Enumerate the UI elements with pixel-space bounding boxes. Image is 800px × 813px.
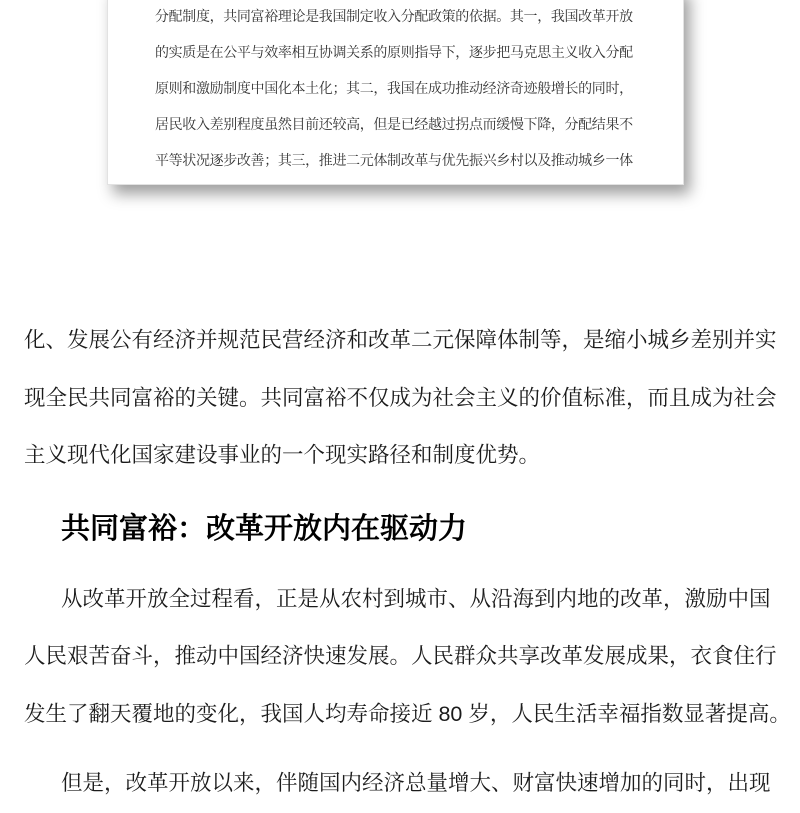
paragraph-intro (24, 312, 776, 485)
paragraph-line: 化、发展公有经济并规范民营经济和改革二元保障体制等，是缩小城乡差别并实 (24, 328, 777, 352)
quote-line: 原则和激励制度中国化本土化；其二，我国在成功推动经济奇迹般增长的同时， (155, 80, 633, 96)
paragraph-line: 从改革开放全过程看，正是从农村到城市、从沿海到内地的改革，激励中国 (61, 586, 771, 611)
paragraph-reform-history (24, 571, 791, 744)
paragraph-line: 现全民共同富裕的关键。共同富裕不仅成为社会主义的价值标准，而且成为社会 (24, 385, 777, 410)
quote-line: 的实质是在公平与效率相互协调关系的原则指导下，逐步把马克思主义收入分配 (155, 44, 633, 60)
quote-line: 平等状况逐步改善；其三，推进二元体制改革与优先振兴乡村以及推动城乡一体 (155, 152, 633, 168)
paragraph-line: 但是，改革开放以来，伴随国内经济总量增大、财富快速增加的同时，出现 (61, 771, 771, 795)
paragraph-line: 人民艰苦奋斗，推动中国经济快速发展。人民群众共享改革发展成果，衣食住行 (24, 644, 777, 668)
paragraph-however (24, 755, 776, 813)
quote-excerpt-card (107, 0, 684, 185)
paragraph-line: 主义现代化国家建设事业的一个现实路径和制度优势。 (24, 443, 541, 467)
quote-line: 居民收入差别程度虽然目前还较高，但是已经越过拐点而缓慢下降，分配结果不 (155, 116, 633, 132)
section-heading: 共同富裕：改革开放内在驱动力 (61, 512, 468, 545)
paragraph-line: 发生了翻天覆地的变化，我国人均寿命接近 80 岁，人民生活幸福指数显著提高。 (24, 701, 791, 726)
quote-line: 分配制度，共同富裕理论是我国制定收入分配政策的依据。其一，我国改革开放 (155, 8, 633, 24)
